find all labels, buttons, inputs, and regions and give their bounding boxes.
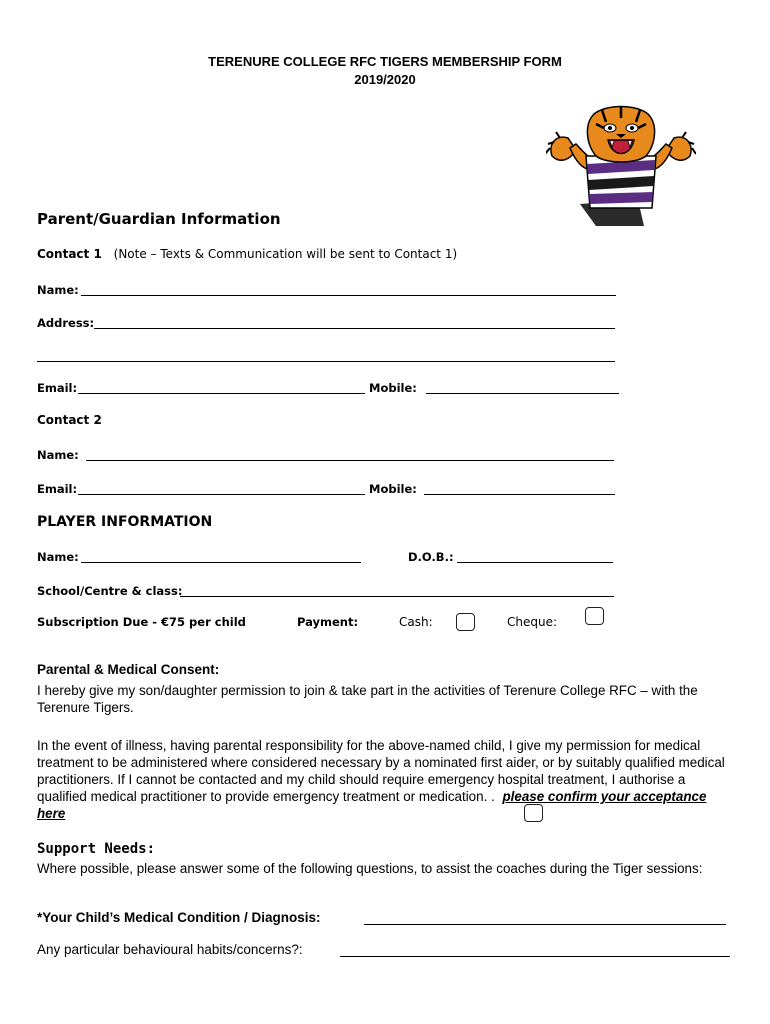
contact2-name-field[interactable]	[86, 460, 614, 461]
tiger-head	[587, 106, 654, 162]
cash-checkbox[interactable]	[456, 613, 475, 631]
acceptance-checkbox[interactable]	[524, 804, 543, 822]
cash-label: Cash:	[399, 615, 433, 629]
contact1-row	[37, 247, 457, 261]
player-name-field[interactable]	[81, 562, 361, 563]
consent-paragraph-1: I hereby give my son/daughter permission to join & take part in the activities of Terenure College RFC – with the Terenure Tigers.	[37, 683, 698, 715]
confirm-acceptance-text: please confirm your acceptance here	[37, 789, 707, 821]
contact1-address-field-line2[interactable]	[37, 361, 615, 362]
consent-paragraph-2-text: In the event of illness, having parental responsibility for the above-named child, I give my permission for medical treatment to be administered where considered necessary by a nominated first aider, or by suitably qualified medical practitioners. If I cannot be contacted and my child should require emergency hospital treatment, I authorise a qualified medical practitioner to provide emergency treatment or medication. .	[37, 738, 725, 804]
medical-condition-label: *Your Child’s Medical Condition / Diagnosis:	[37, 910, 321, 925]
form-season: 2019/2020	[354, 72, 416, 87]
subscription-text: Subscription Due - €75 per child	[37, 615, 246, 629]
contact2-email-label: Email:	[37, 482, 78, 496]
payment-label: Payment:	[297, 615, 359, 629]
contact1-mobile-label: Mobile:	[369, 381, 417, 395]
consent-heading: Parental & Medical Consent:	[37, 662, 220, 677]
behaviour-label: Any particular behavioural habits/concerns?:	[37, 942, 303, 957]
player-school-field[interactable]	[180, 596, 614, 597]
contact1-address-field[interactable]	[94, 328, 615, 329]
support-intro: Where possible, please answer some of the following questions, to assist the coaches during the Tiger sessions:	[37, 861, 703, 876]
contact1-mobile-field[interactable]	[426, 393, 619, 394]
contact1-address-label: Address:	[37, 316, 95, 330]
tiger-mascot-logo	[546, 104, 696, 226]
player-name-label: Name:	[37, 550, 79, 564]
contact1-name-label: Name:	[37, 283, 79, 297]
contact1-note: (Note – Texts & Communication will be sent to Contact 1)	[113, 247, 458, 261]
support-heading: Support Needs:	[37, 841, 156, 857]
consent-paragraph-2	[37, 737, 737, 822]
tiger-jersey	[586, 156, 656, 208]
player-heading: PLAYER INFORMATION	[37, 514, 213, 530]
medical-condition-field[interactable]	[364, 924, 726, 925]
cheque-checkbox[interactable]	[585, 607, 604, 625]
contact1-email-label: Email:	[37, 381, 78, 395]
contact2-name-label: Name:	[37, 448, 79, 462]
player-school-label: School/Centre & class:	[37, 584, 183, 598]
contact2-mobile-field[interactable]	[424, 494, 615, 495]
form-title: TERENURE COLLEGE RFC TIGERS MEMBERSHIP FORM	[208, 54, 562, 69]
contact2-email-field[interactable]	[78, 494, 365, 495]
parent-heading: Parent/Guardian Information	[37, 210, 281, 228]
cheque-label: Cheque:	[507, 615, 558, 629]
contact1-label: Contact 1	[37, 247, 102, 261]
player-dob-label: D.O.B.:	[408, 550, 454, 564]
contact2-label: Contact 2	[37, 413, 102, 427]
contact1-name-field[interactable]	[81, 295, 616, 296]
behaviour-field[interactable]	[340, 956, 730, 957]
contact2-mobile-label: Mobile:	[369, 482, 417, 496]
player-dob-field[interactable]	[457, 562, 613, 563]
contact1-email-field[interactable]	[78, 393, 365, 394]
